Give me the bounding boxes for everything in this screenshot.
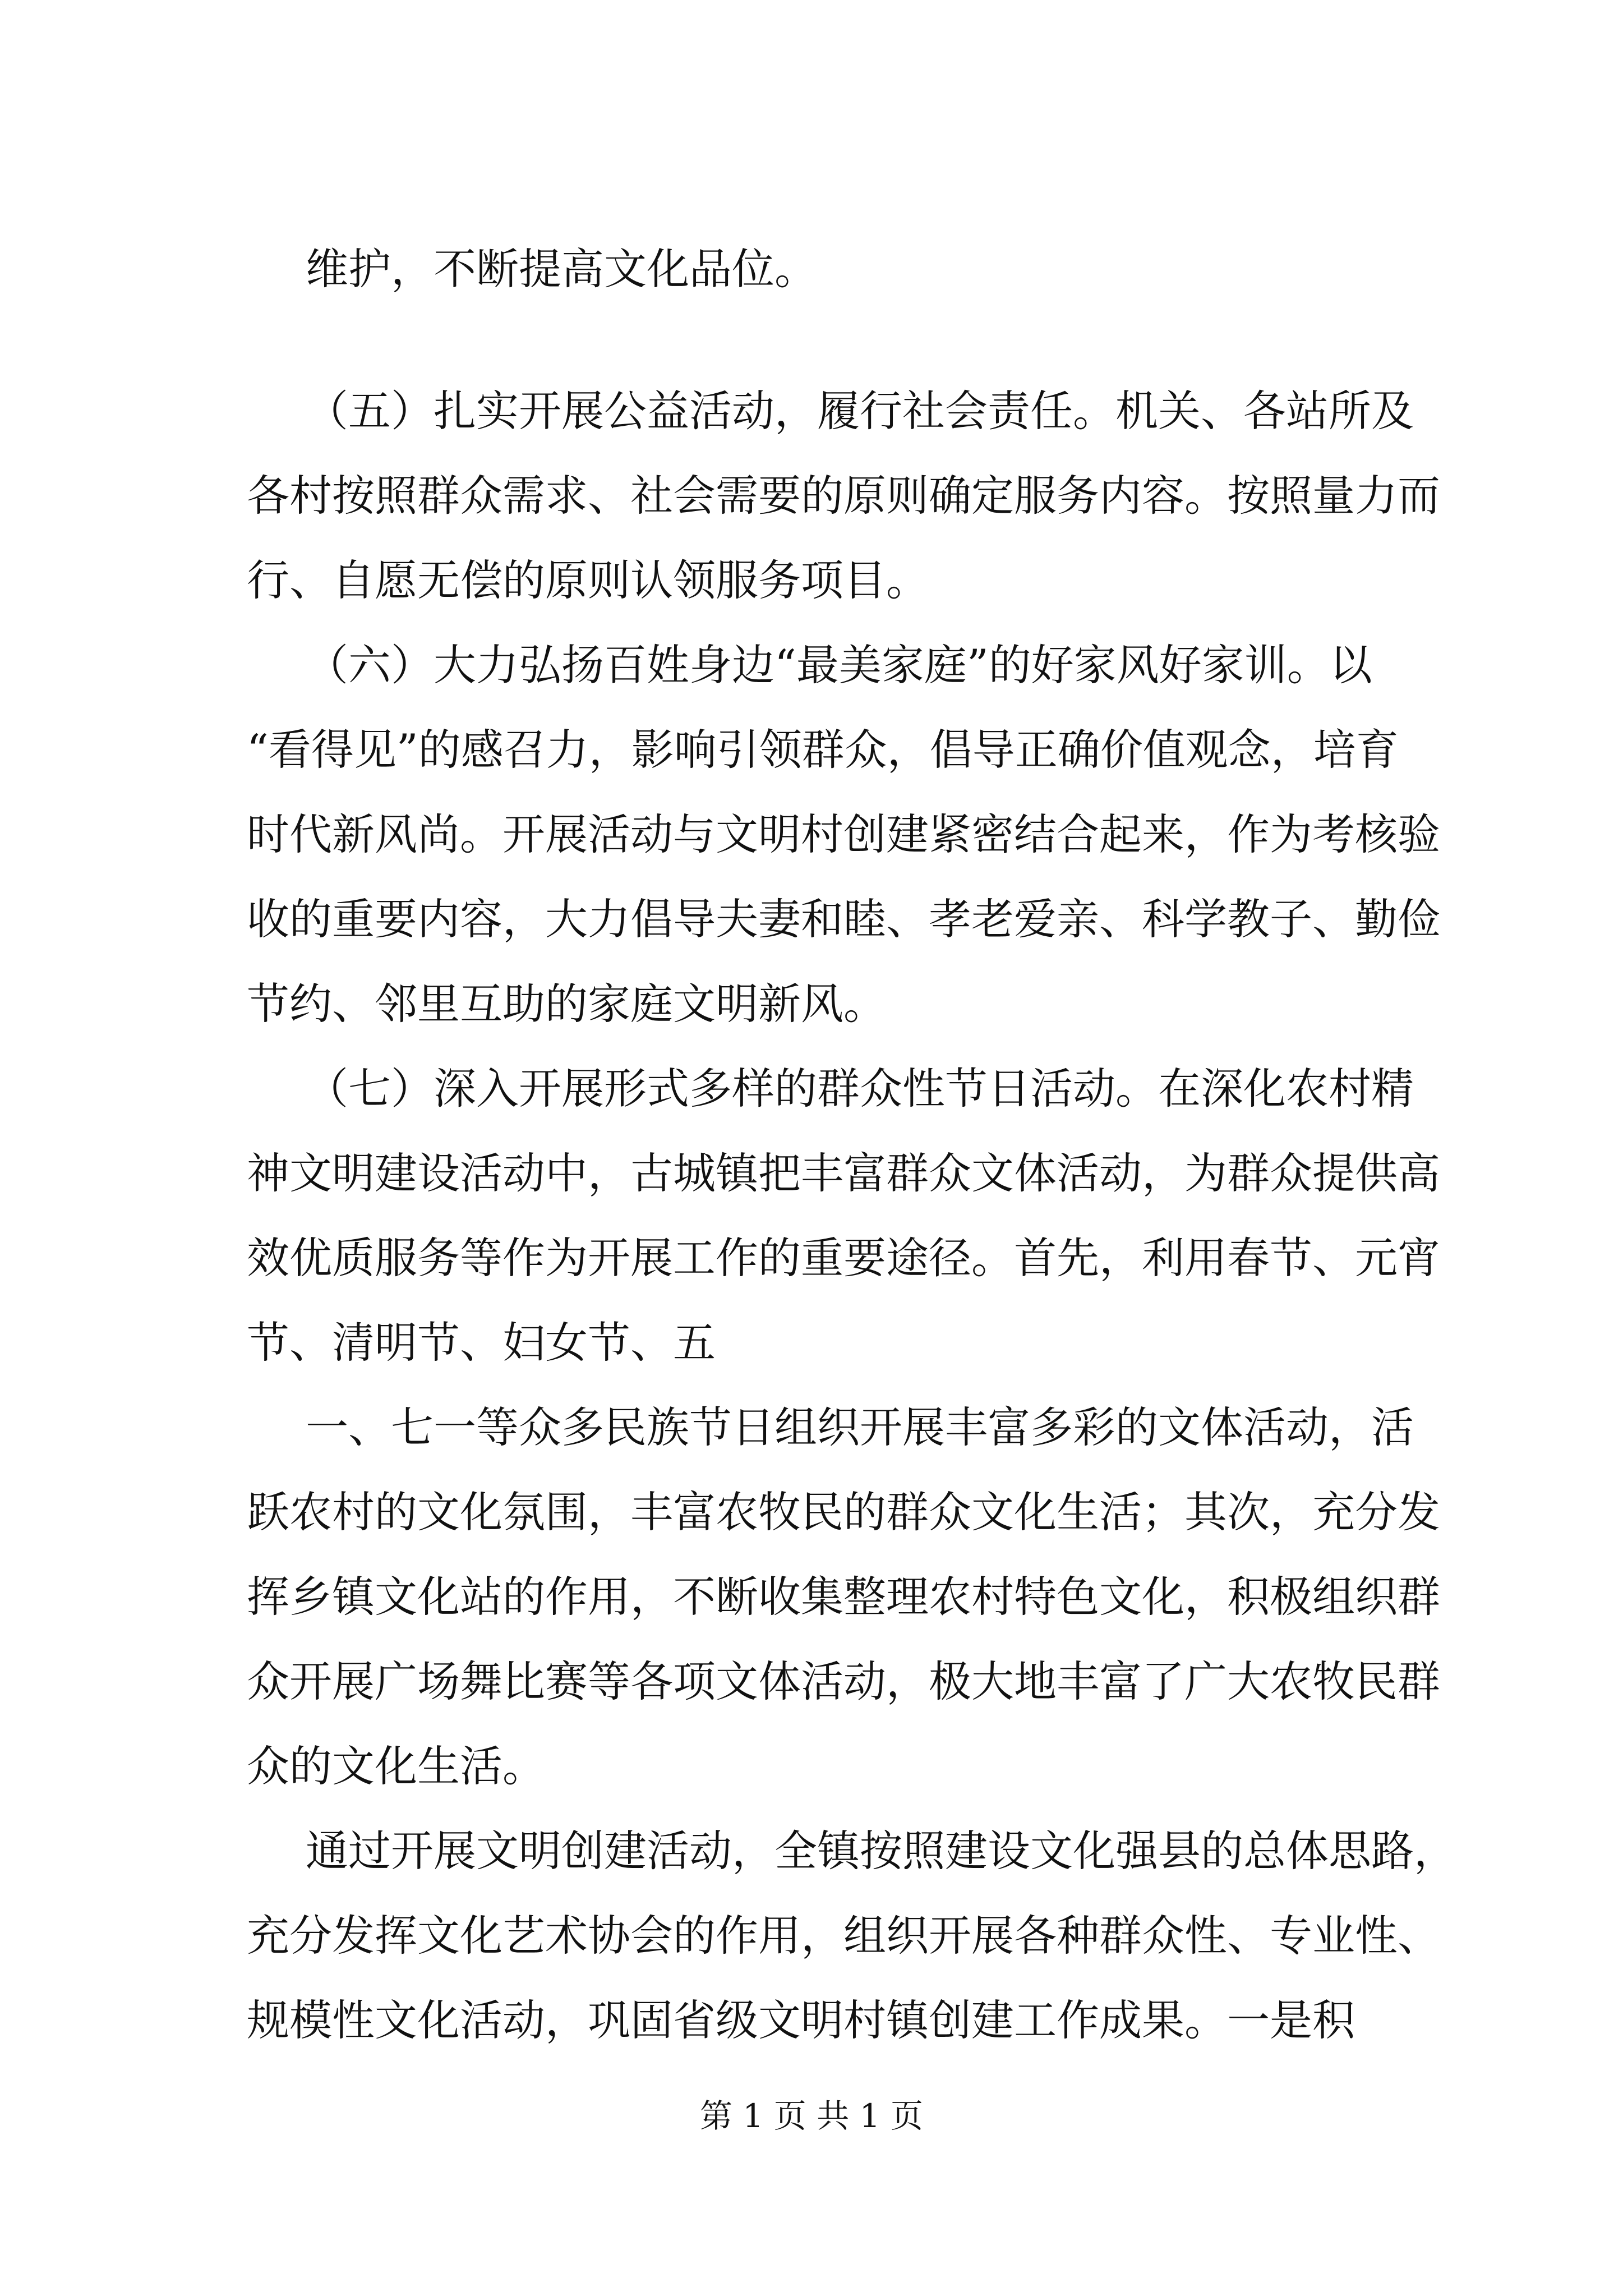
paragraph-5-line-2: 各村按照群众需求、社会需要的原则确定服务内容。按照量力而 [247,471,1440,521]
page-footer: 第 1 页 共 1 页 [700,2097,923,2135]
paragraph-5-line-1: （五）扎实开展公益活动，履行社会责任。机关、各站所及 [306,386,1414,436]
paragraph-8-line-1: 一、七一等众多民族节日组织开展丰富多彩的文体活动，活 [306,1402,1414,1452]
paragraph-5-line-3: 行、自愿无偿的原则认领服务项目。 [247,555,929,605]
paragraph-9-line-3: 规模性文化活动，巩固省级文明村镇创建工作成果。一是积 [247,1995,1355,2045]
paragraph-8-line-5: 众的文化生活。 [247,1741,545,1791]
paragraph-6-line-4: 收的重要内容，大力倡导夫妻和睦、孝老爱亲、科学教子、勤俭 [247,894,1440,944]
paragraph-8-line-3: 挥乡镇文化站的作用，不断收集整理农村特色文化，积极组织群 [247,1572,1440,1622]
paragraph-6-line-2: “看得见”的感召力，影响引领群众，倡导正确价值观念，培育 [247,725,1399,775]
paragraph-6-line-5: 节约、邻里互助的家庭文明新风。 [247,979,886,1029]
paragraph-6-line-3: 时代新风尚。开展活动与文明村创建紧密结合起来，作为考核验 [247,809,1440,859]
paragraph-6-line-1: （六）大力弘扬百姓身边“最美家庭”的好家风好家训。以 [306,640,1372,690]
paragraph-7-line-4: 节、清明节、妇女节、五 [247,1318,716,1368]
paragraph-8-line-4: 众开展广场舞比赛等各项文体活动，极大地丰富了广大农牧民群 [247,1657,1440,1706]
paragraph-7-line-3: 效优质服务等作为开展工作的重要途径。首先，利用春节、元宵 [247,1233,1440,1283]
body-line-1: 维护，不断提高文化品位。 [306,244,817,294]
paragraph-7-line-1: （七）深入开展形式多样的群众性节日活动。在深化农村精 [306,1064,1414,1114]
paragraph-9-line-2: 充分发挥文化艺术协会的作用，组织开展各种群众性、专业性、 [247,1911,1440,1961]
paragraph-7-line-2: 神文明建设活动中，古城镇把丰富群众文体活动，为群众提供高 [247,1148,1440,1198]
paragraph-9-line-1: 通过开展文明创建活动，全镇按照建设文化强县的总体思路， [306,1826,1456,1876]
paragraph-8-line-2: 跃农村的文化氛围，丰富农牧民的群众文化生活；其次，充分发 [247,1487,1440,1537]
